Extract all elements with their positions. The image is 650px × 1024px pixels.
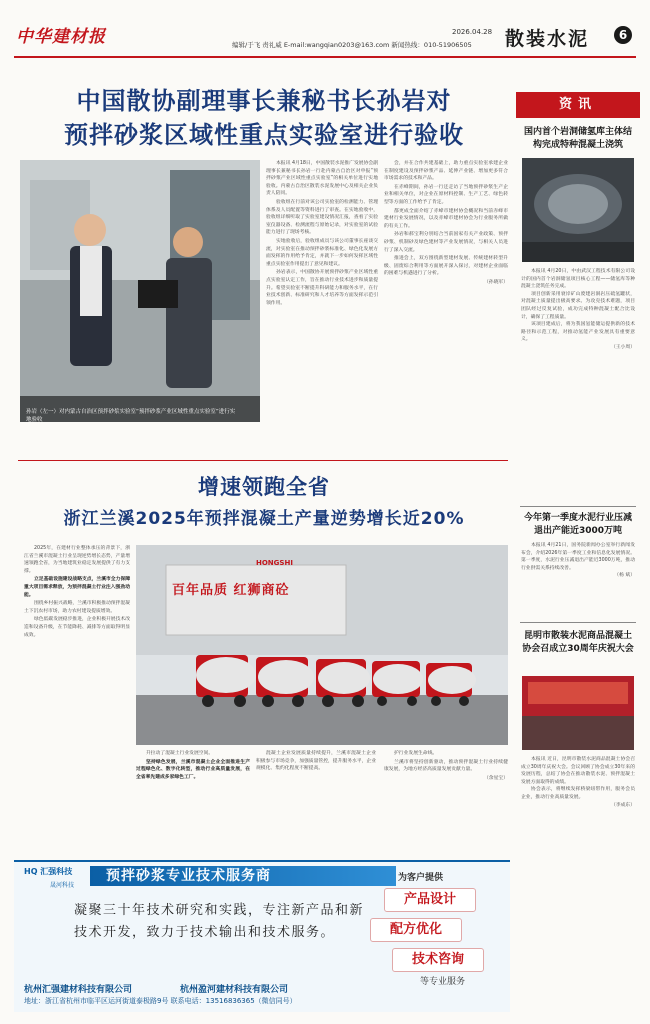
byline: （余星宝）	[484, 775, 508, 781]
masthead-rule	[14, 56, 636, 58]
ad-address: 地址：浙江省杭州市临平区运河街道泰极路9号 联系电话：13516836365（微信同号）	[24, 997, 297, 1005]
company-sign-slogan: 百年品质 红狮商砼	[172, 583, 290, 598]
service-tag-product-design: 产品设计	[384, 888, 476, 912]
byline: （王小周）	[611, 344, 635, 350]
paragraph: 混凝土企业发展质量持续提升，兰溪市混凝土企业积极参与市场竞争，加强质量管控，提升服务水平，企业规模化、集约化程度不断提高。	[256, 751, 376, 772]
article2-column-3	[256, 750, 376, 850]
company-logo-hq: HQ 汇强科技	[24, 867, 73, 876]
paragraph: 本报讯 近日，昆明市散装水泥商品混凝土协会召成立30周年庆祝大会。会议回顾了协会成立30年来的发展历程，总结了协会在推动散装水泥、预拌混凝土发展方面取得的成绩。	[521, 757, 635, 785]
section-divider	[18, 460, 508, 461]
paragraph: 坚持绿色发展，兰溪市混凝土企业全面推进生产过程绿色化、数字化转型，推动行业高质量发展，在全省率先建成多家绿色工厂。	[136, 759, 250, 780]
sidebar-divider	[520, 506, 636, 507]
paragraph: 围绕乡村振兴战略，兰溪市积极推动预拌混凝土下沉农村市场，助力农村建设提质增效。	[24, 601, 130, 614]
article1-photo	[20, 160, 260, 422]
sidebar-story2-title: 今年第一季度水泥行业压减退出产能近3000万吨	[523, 513, 632, 536]
sidebar-story2-body	[521, 542, 635, 618]
article2-photo	[136, 545, 508, 745]
paragraph: 在赤峰期间，孙岩一行还走访了当地预拌砂浆生产企业和相关单位，对企业在原材料控制、生产工艺、绿色转型等方面的工作给予了肯定。	[384, 184, 508, 205]
article2-column-1	[24, 545, 130, 850]
service-tag-formula-optimization: 配方优化	[370, 918, 462, 942]
paragraph: 推进会上，双方围绕新型建材发展、传统建材转型升级、固废综合利用等方面展开深入探讨，对建材企业面临的困难与机遇进行了分析。	[384, 256, 508, 277]
article2-headline-line1: 增速领跑全省	[198, 475, 330, 499]
paragraph: 本报讯 4月21日，国务院新闻办公室举行新闻发布会，介绍2026年第一季度工业和信息化发展情况。第一季度，水泥行业压减退出产能近3000万吨，推动行业供需关系持续改善。	[521, 543, 635, 571]
paragraph: 护行业发展生命线。	[394, 751, 438, 756]
concrete-trucks-illustration	[136, 545, 508, 745]
paragraph: 立足基础设施建设战略支点，兰溪市全力保障重大项目需求释放，为预拌混凝土行业注入强劲动能。	[24, 577, 130, 598]
sidebar-divider	[520, 622, 636, 623]
paragraph: 孙岩和郝宝利分别结合当前国家有关产业政策、预拌砂浆、机制砂及绿色建材等产业发展情况，与相关人员进行了深入交流。	[384, 232, 508, 253]
paragraph: 实地验收后，验收组成员与该公司董事长座谈交流，对实验室在推动预拌砂浆标准化、绿色化发展方面发挥的作用给予肯定，并就下一步如何发挥区域性重点实验室作用提出了意见和建议。	[266, 238, 378, 267]
ad-slogan: 凝聚三十年技术研究和实践，专注新产品和新技术开发，致力于技术输出和技术服务。	[74, 903, 365, 940]
paragraph: 都更成全面介绍了赤峰市建材协会概况和当前赤峰市建材行业发展情况，以及赤峰市建材协会为行业服务所做的有关工作。	[384, 208, 508, 229]
article2-headline-line2: 浙江兰溪2025年预拌混凝土产量逆势增长近20%	[63, 509, 465, 529]
byline: （李成东）	[611, 802, 635, 808]
sidebar-story3-photo	[522, 676, 634, 750]
company-logo-sh: 晟河科技	[50, 882, 75, 889]
ad-company-a: 杭州汇强建材科技有限公司	[24, 985, 133, 995]
paragraph: 兰溪市将坚持创新驱动，推动预拌混凝土行业持续健康发展，为地方经济高质量发展贡献力量。	[384, 759, 508, 773]
paragraph: 会，并在合作共建基础上，助力重点实验室承建企业在制度建设及预拌砂浆产品、延伸产业链、增加更多符合市场需求的技术和产品。	[384, 161, 508, 182]
editor-info: 编辑/于飞 责礼威 E-mail:wangqian0203@163.com 新闻热线：010-51906505	[232, 41, 472, 49]
sidebar-story3-title: 昆明市散装水泥商品混凝土协会召成立30周年庆祝大会	[522, 631, 634, 654]
article2-column-4	[384, 750, 508, 850]
section-title: 散装水泥	[505, 28, 590, 50]
paragraph: 本报讯 4月20日，中由武汉工程技术有限公司设计的国内首个岩洞储氢项目核心工程——储氢库等种混凝土浇筑任务完成。	[521, 269, 635, 290]
article1-column-2	[384, 160, 508, 445]
sidebar-story3-body	[521, 756, 635, 974]
cave-hydrogen-storage-illustration	[522, 158, 634, 262]
sidebar-header: 资讯	[516, 92, 640, 118]
service-tag-technical-consulting: 技术咨询	[392, 948, 484, 972]
sidebar-story1-title: 国内首个岩洞储氢库主体结构完成特种混凝土浇筑	[523, 127, 632, 150]
page-number-badge: 6	[614, 26, 632, 44]
anniversary-meeting-illustration	[522, 676, 634, 750]
byline: （杨 斌）	[614, 573, 635, 579]
byline: （孙晓军）	[484, 279, 508, 285]
ad-company-b: 杭州盈河建材科技有限公司	[180, 985, 289, 995]
paragraph: 孙岩表示，中国散协开展预拌砂浆产业区域性重点实验室认定工作，旨在推动行业技术进步和质量提升。希望实验室不断提升科研能力和服务水平，在行业技术创新、标准研究和人才培养等方面发挥示范引领作用。	[266, 270, 378, 306]
sidebar-story1-photo	[522, 158, 634, 262]
ad-tagline: 为客户提供	[398, 873, 444, 883]
paragraph: 2025年，在建材行业整体承压的背景下，浙江省兰溪市混凝土行业呈现逆势增长态势，产量增速领跑全省，为当地建筑业稳定发展提供了有力支撑。	[24, 546, 130, 574]
article2-column-2	[136, 750, 250, 850]
company-sign-logo: HONGSHI	[256, 559, 293, 567]
ad-banner: 预拌砂浆专业技术服务商	[90, 866, 396, 886]
article1-photo-caption: 孙岩（左一）对内蒙古自治区预拌砂浆实验室“预拌砂浆产业区域性重点实验室”进行实地验收	[26, 409, 236, 423]
issue-date: 2026.04.28	[452, 28, 493, 36]
paragraph: 协会表示，将继续发挥桥梁纽带作用，服务会员企业，推动行业高质量发展。	[521, 787, 635, 800]
sidebar-story1-body	[521, 268, 635, 498]
paragraph: 项目创新采用衰岸矿山废建岩洞岩压硫氢罐状，对混凝土质量提出极高要求。为攻克技术难题，项目团队经过反复试验，成功完成特种混凝土配合比设计，确保了工程质量。	[521, 291, 635, 320]
paragraph: 绿色低碳发展稳步推进，企业积极开展技术改造和设备升级，在节能降耗、减排等方面取得明显成效。	[24, 617, 130, 638]
article1-headline-line2: 预拌砂浆区域性重点实验室进行验收	[64, 121, 464, 149]
article1-column-1	[266, 160, 378, 445]
paragraph: 该项目建成后，将为我国氢能储运提供新的技术路径和示范工程，对推动氢能产业发展具有重要意义。	[521, 322, 635, 343]
paragraph: 验收组在行前对该公司实验室的检测能力、管理体系及人员配置等资料进行了审查。在实地验收中，验收组详细听取了实验室建设情况汇报，查看了实验室仪器设备、检测流程与原始记录，对实验室的试验能力进行了现场考核。	[266, 199, 378, 236]
paragraph: 升拉动了混凝土行业发展空间。	[146, 751, 214, 756]
ad-services-more: 等专业服务	[420, 977, 466, 987]
newspaper-logo: 中华建材报	[16, 27, 106, 47]
paragraph: 本报讯 4月18日，中国散装水泥推广发展协会副理事长兼秘书长孙岩一行赴内蒙古自治区对申报“预拌砂浆产业区域性重点实验室”的相关单位进行实地验收。内蒙古自治区散装水泥发展中心及相关企业负责人陪同。	[266, 161, 378, 197]
inspection-photo-illustration	[20, 160, 260, 422]
article1-headline-line1: 中国散协副理事长兼秘书长孙岩对	[76, 87, 452, 115]
